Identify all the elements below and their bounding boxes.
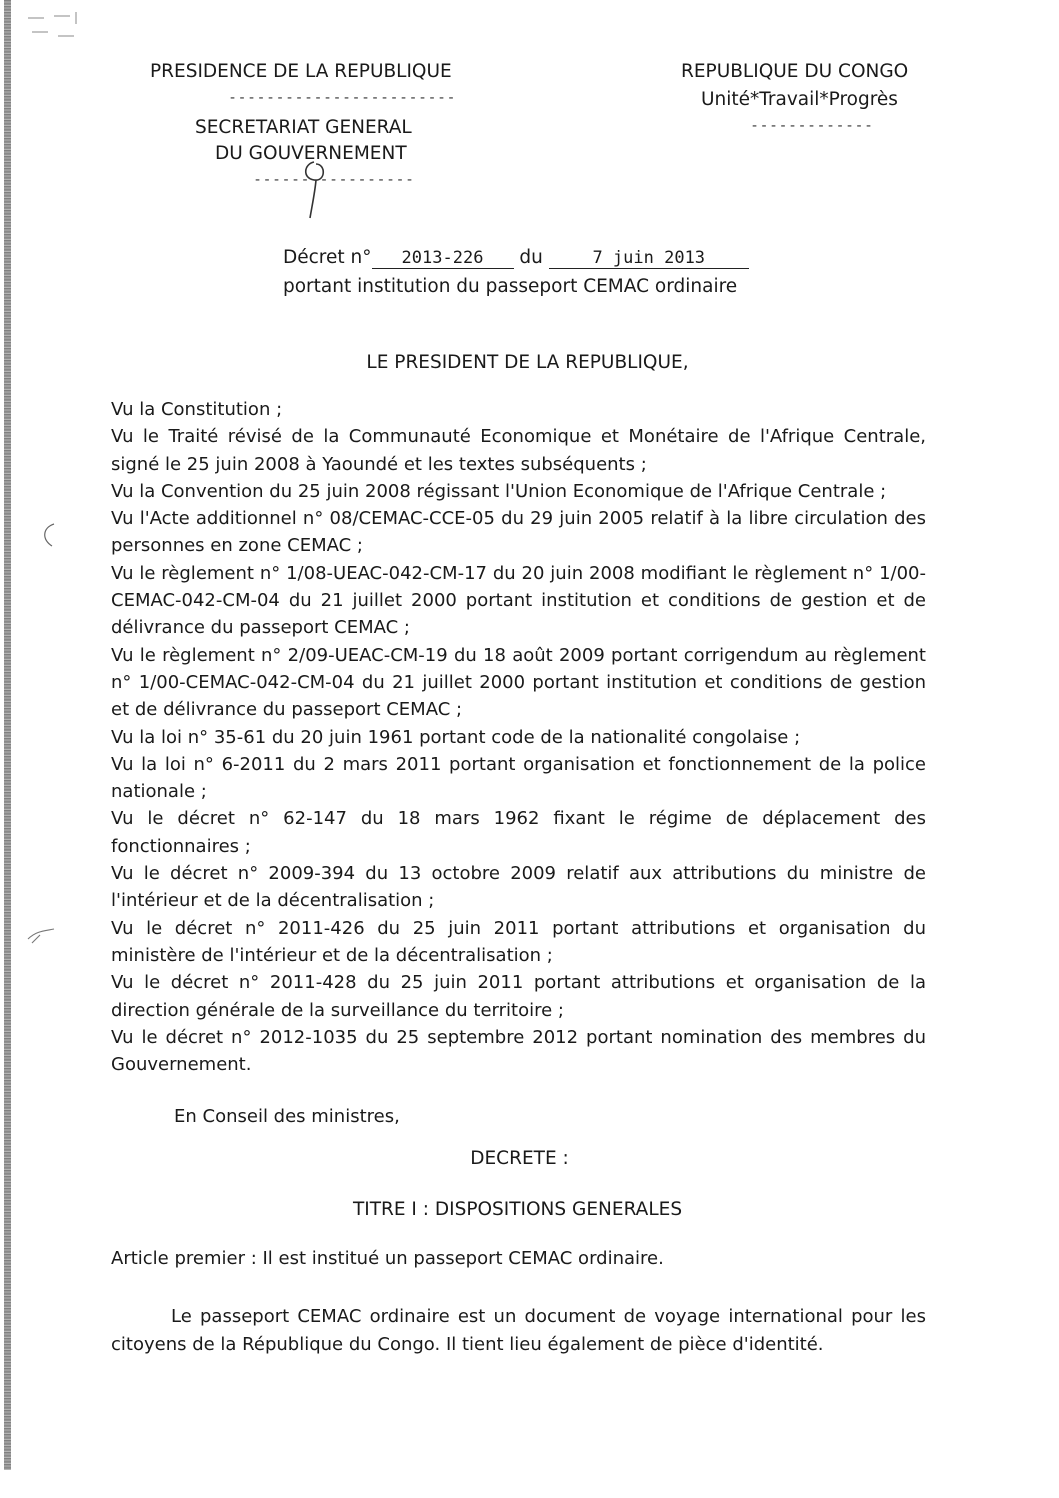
decree-subject: portant institution du passeport CEMAC ordinaire <box>283 276 738 297</box>
header-secretariat: SECRETARIAT GENERAL <box>195 117 412 138</box>
margin-mark-icon <box>36 520 60 550</box>
scan-edge-artifact <box>4 0 11 1470</box>
decree-date: 7 juin 2013 <box>549 248 749 269</box>
president-heading: LE PRESIDENT DE LA REPUBLIQUE, <box>366 352 689 373</box>
council-line: En Conseil des ministres, <box>174 1106 400 1127</box>
visa-item: Vu la Convention du 25 juin 2008 régissant l'Union Economique de l'Afrique Centrale ; <box>111 480 887 502</box>
visa-item: Vu le règlement n° 1/08-UEAC-042-CM-17 du 20 juin 2008 modifiant le règlement n° 1/00-CEMAC-042-CM-04 du 21 juillet 2000 portant institution et conditions de gestion et de délivrance du passeport CEMAC ; <box>111 562 926 639</box>
visa-item: Vu la loi n° 6-2011 du 2 mars 2011 portant organisation et fonctionnement de la police nationale ; <box>111 753 926 803</box>
decree-prefix: Décret n° <box>283 247 372 268</box>
paraph-signature-icon <box>296 158 336 222</box>
title-1-heading: TITRE I : DISPOSITIONS GENERALES <box>352 1199 683 1220</box>
visa-item: Vu le règlement n° 2/09-UEAC-CM-19 du 18 août 2009 portant corrigendum au règlement n° 1/00-CEMAC-042-CM-04 du 21 juillet 2000 portant institution et conditions de gestion et de délivrance du passeport CEMAC ; <box>111 644 926 721</box>
header-presidence: PRESIDENCE DE LA REPUBLIQUE <box>150 61 452 82</box>
visa-item: Vu le décret n° 2011-428 du 25 juin 2011 portant attributions et organisation de la direction générale de la surveillance du territoire ; <box>111 972 926 1021</box>
visa-item: Vu la loi n° 35-61 du 20 juin 1961 portant code de la nationalité congolaise ; <box>111 726 801 748</box>
margin-mark-icon <box>26 925 56 945</box>
decree-du: du <box>519 247 543 268</box>
visa-item: Vu la Constitution ; <box>111 399 283 420</box>
article-premier: Article premier : Il est institué un passeport CEMAC ordinaire. <box>111 1248 664 1269</box>
decree-number-line <box>283 247 749 269</box>
header-left-separator-2: - - - - - - - - - - - - - - - - - <box>255 172 413 188</box>
visa-item: Vu le décret n° 2011-426 du 25 juin 2011 portant attributions et organisation du ministère de l'intérieur et de la décentralisation ; <box>111 917 926 966</box>
scan-corner-mark-icon <box>24 10 84 44</box>
header-left-separator-1: - - - - - - - - - - - - - - - - - - - - - - - - <box>230 90 454 106</box>
header-motto: Unité*Travail*Progrès <box>701 89 898 110</box>
header-gouvernement: DU GOUVERNEMENT <box>215 143 407 164</box>
header-republique: REPUBLIQUE DU CONGO <box>681 61 909 82</box>
visa-item: Vu le décret n° 62-147 du 18 mars 1962 fixant le régime de déplacement des fonctionnaires ; <box>111 808 926 857</box>
visa-item: Vu le Traité révisé de la Communauté Economique et Monétaire de l'Afrique Centrale, signé le 25 juin 2008 à Yaoundé et les textes subséquents ; <box>111 426 926 475</box>
header-right-separator: - - - - - - - - - - - - - <box>752 118 872 134</box>
decree-number: 2013-226 <box>372 248 514 269</box>
visas-list <box>111 396 926 1078</box>
visa-item: Vu le décret n° 2009-394 du 13 octobre 2009 relatif aux attributions du ministre de l'intérieur et de la décentralisation ; <box>111 863 926 912</box>
visa-item: Vu le décret n° 2012-1035 du 25 septembre 2012 portant nomination des membres du Gouvernement. <box>111 1026 926 1076</box>
article-premier-paragraph: Le passeport CEMAC ordinaire est un document de voyage international pour les citoyens de la République du Congo. Il tient lieu également de pièce d'identité. <box>111 1306 926 1355</box>
visa-item: Vu l'Acte additionnel n° 08/CEMAC-CCE-05 du 29 juin 2005 relatif à la libre circulation des personnes en zone CEMAC ; <box>111 508 926 557</box>
decrete-heading: DECRETE : <box>470 1148 569 1169</box>
